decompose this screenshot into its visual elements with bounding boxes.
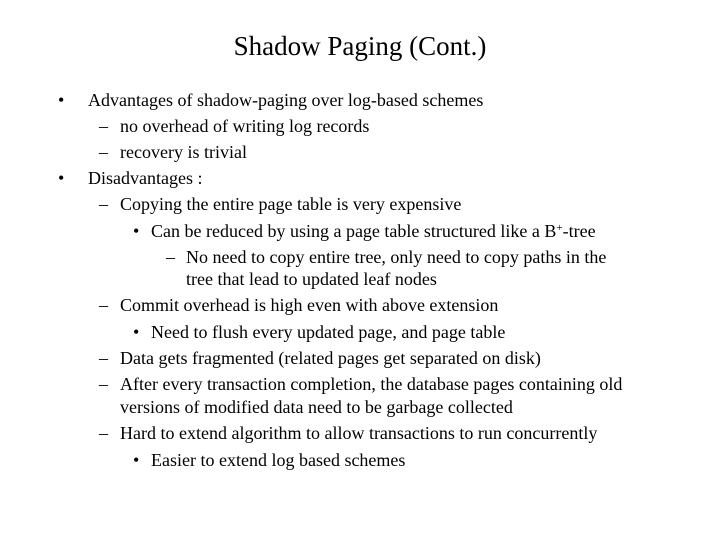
text-part: -tree [562, 221, 596, 241]
bullet-marker: • [133, 450, 140, 470]
bullet-marker: • [58, 168, 65, 188]
dash-marker: – [99, 423, 108, 443]
sub-item-text: no overhead of writing log records [120, 116, 370, 136]
dash-marker: – [99, 142, 108, 162]
sub-item-text-line2: versions of modified data need to be garbage collected [120, 397, 513, 417]
sub-item-text-line1: After every transaction completion, the database pages containing old [120, 374, 623, 394]
sub-sub-item-text: Easier to extend log based schemes [151, 450, 406, 470]
dash-marker: – [99, 348, 108, 368]
bullet-marker: • [133, 322, 140, 342]
bullet-marker: • [58, 90, 65, 110]
sub-item-text: recovery is trivial [120, 142, 247, 162]
text-part: Can be reduced by using a page table structured like a B [151, 221, 557, 241]
bullet-marker: • [133, 221, 140, 241]
bullet-text: Disadvantages : [88, 168, 203, 188]
superscript-plus: + [556, 222, 563, 234]
sub-item-text: Data gets fragmented (related pages get separated on disk) [120, 348, 541, 368]
dash-marker: – [99, 374, 108, 394]
sub-item-text: Commit overhead is high even with above extension [120, 295, 499, 315]
item-text-line1: No need to copy entire tree, only need to copy paths in the [186, 247, 607, 267]
dash-marker: – [99, 116, 108, 136]
sub-item-text: Copying the entire page table is very expensive [120, 194, 462, 214]
slide-title: Shadow Paging (Cont.) [233, 31, 487, 61]
sub-sub-item-text [151, 220, 596, 242]
dash-marker: – [166, 247, 175, 267]
item-text-line2: tree that lead to updated leaf nodes [186, 269, 437, 289]
sub-item-text: Hard to extend algorithm to allow transactions to run concurrently [120, 423, 598, 443]
dash-marker: – [99, 194, 108, 214]
bullet-text: Advantages of shadow-paging over log-based schemes [88, 90, 484, 110]
dash-marker: – [99, 295, 108, 315]
sub-sub-item-text: Need to flush every updated page, and page table [151, 322, 506, 342]
